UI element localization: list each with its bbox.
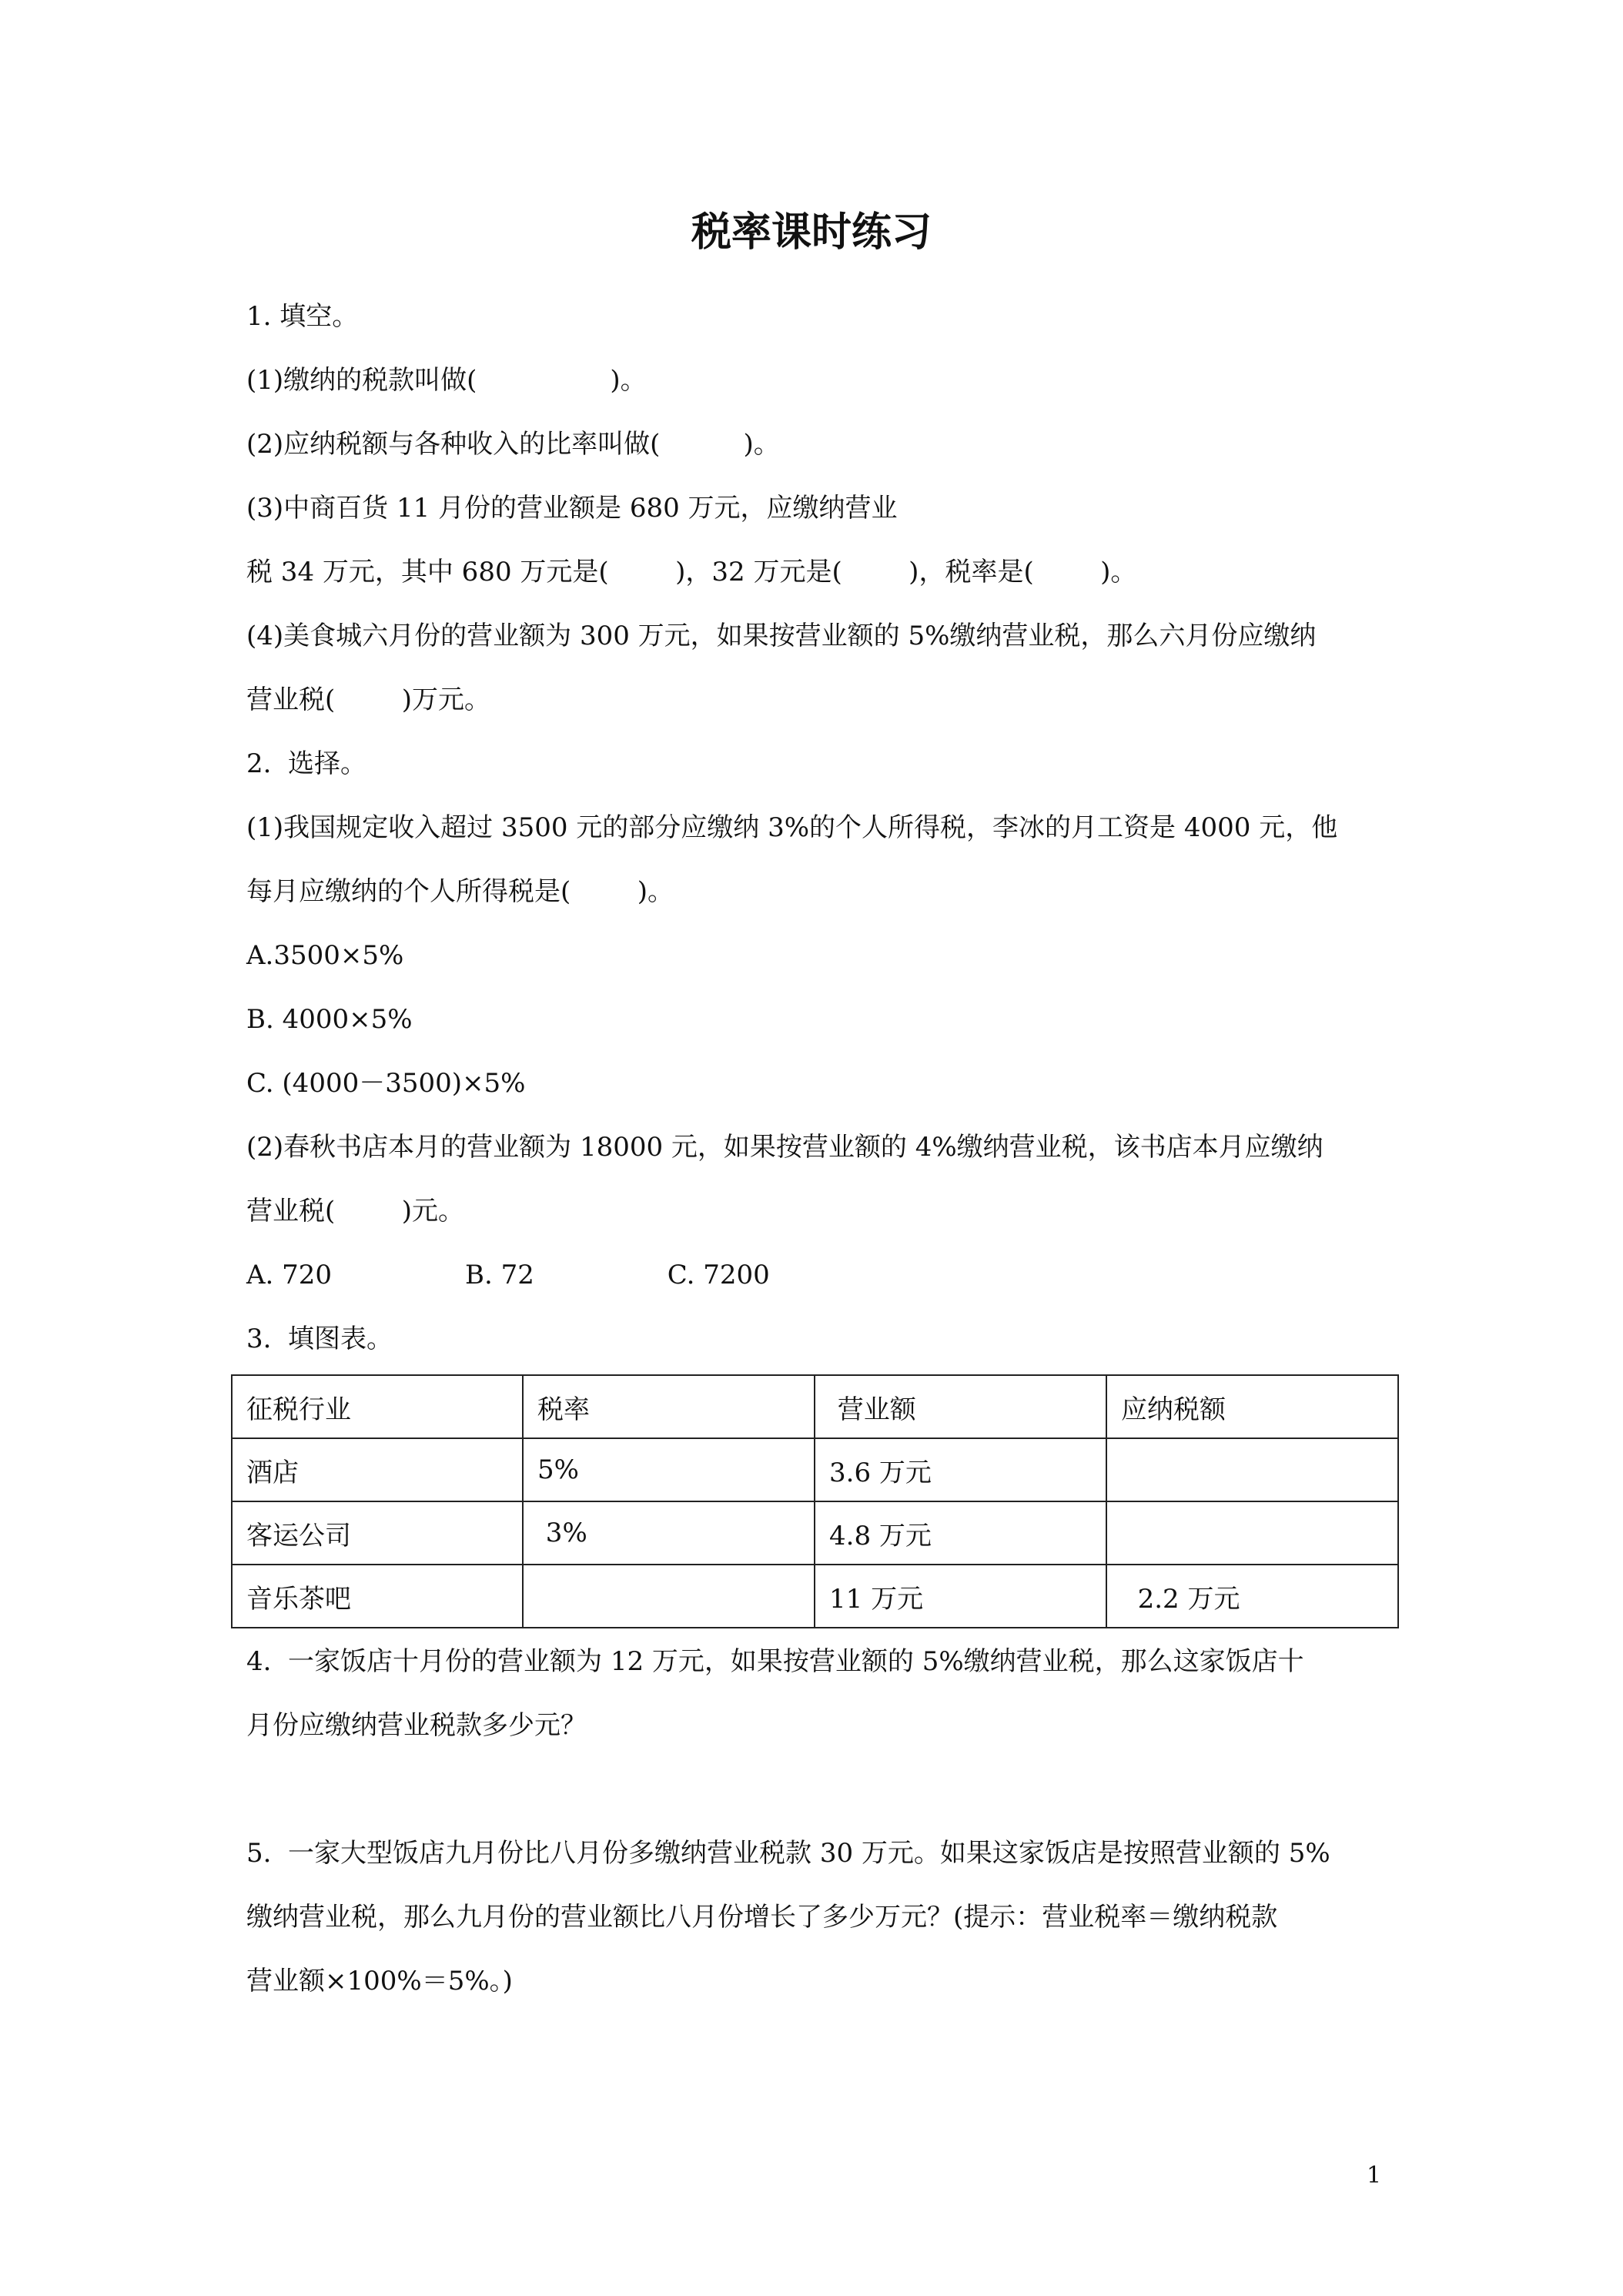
question-2-options-row: A. 720 B. 72 C. 7200 [246, 1260, 770, 1290]
question-5-line: 5. 一家大型饭店九月份比八月份多缴纳营业税款 30 万元。如果这家饭店是按照营业额的 5% [246, 1838, 1330, 1869]
table-cell [1106, 1438, 1398, 1501]
question-1-item: (2)应纳税额与各种收入的比率叫做( )。 [246, 429, 780, 460]
question-5-line: 缴纳营业税，那么九月份的营业额比八月份增长了多少万元？(提示：营业税率＝缴纳税款 [246, 1902, 1278, 1933]
question-1-heading: 1. 填空。 [246, 301, 359, 332]
table-cell [1106, 1501, 1398, 1565]
question-2-item: 营业税( )元。 [246, 1196, 464, 1227]
page-title: 税率课时练习 [691, 209, 932, 256]
table-header-cell: 税率 [523, 1375, 815, 1438]
table-header-cell: 征税行业 [232, 1375, 523, 1438]
question-2-item: (2)春秋书店本月的营业额为 18000 元，如果按营业额的 4%缴纳营业税，该书店本月应缴纳 [246, 1132, 1323, 1163]
table-cell: 11 万元 [815, 1565, 1106, 1628]
table-cell: 酒店 [232, 1438, 523, 1501]
question-3-heading: 3. 填图表。 [246, 1324, 393, 1354]
table-cell [523, 1565, 815, 1628]
question-4-line: 4. 一家饭店十月份的营业额为 12 万元，如果按营业额的 5%缴纳营业税，那么这家饭店十 [246, 1646, 1304, 1677]
question-2-option: C. (4000－3500)×5% [246, 1068, 526, 1099]
table-cell: 5% [523, 1438, 815, 1501]
question-2-option: B. 4000×5% [246, 1004, 413, 1035]
question-2-heading: 2. 选择。 [246, 748, 367, 779]
table-cell: 客运公司 [232, 1501, 523, 1565]
question-1-item: 税 34 万元，其中 680 万元是( )，32 万元是( )，税率是( )。 [246, 557, 1137, 587]
page-number: 1 [1367, 2162, 1382, 2189]
table-cell: 3.6 万元 [815, 1438, 1106, 1501]
question-5-line: 营业额×100%＝5%。) [246, 1966, 513, 1996]
question-2-option: A.3500×5% [246, 940, 404, 971]
table-header-cell: 营业额 [815, 1375, 1106, 1438]
question-4-line: 月份应缴纳营业税款多少元？ [246, 1710, 587, 1741]
question-1-item: (4)美食城六月份的营业额为 300 万元，如果按营业额的 5%缴纳营业税，那么六月份应缴纳 [246, 621, 1317, 651]
table-header-cell: 应纳税额 [1106, 1375, 1398, 1438]
table-cell: 3% [523, 1501, 815, 1565]
question-2-item: (1)我国规定收入超过 3500 元的部分应缴纳 3%的个人所得税，李冰的月工资是 4000 元，他 [246, 812, 1338, 843]
table-header-row [232, 1375, 1398, 1438]
question-2-item: 每月应缴纳的个人所得税是( )。 [246, 876, 674, 907]
table-row [232, 1565, 1398, 1628]
question-1-item: 营业税( )万元。 [246, 684, 490, 715]
table-row [232, 1438, 1398, 1501]
question-1-item: (1)缴纳的税款叫做( )。 [246, 365, 647, 396]
table-cell: 4.8 万元 [815, 1501, 1106, 1565]
table-cell: 2.2 万元 [1106, 1565, 1398, 1628]
question-1-item: (3)中商百货 11 月份的营业额是 680 万元，应缴纳营业 [246, 493, 898, 524]
table-row [232, 1501, 1398, 1565]
table-cell: 音乐茶吧 [232, 1565, 523, 1628]
tax-table [231, 1374, 1399, 1628]
